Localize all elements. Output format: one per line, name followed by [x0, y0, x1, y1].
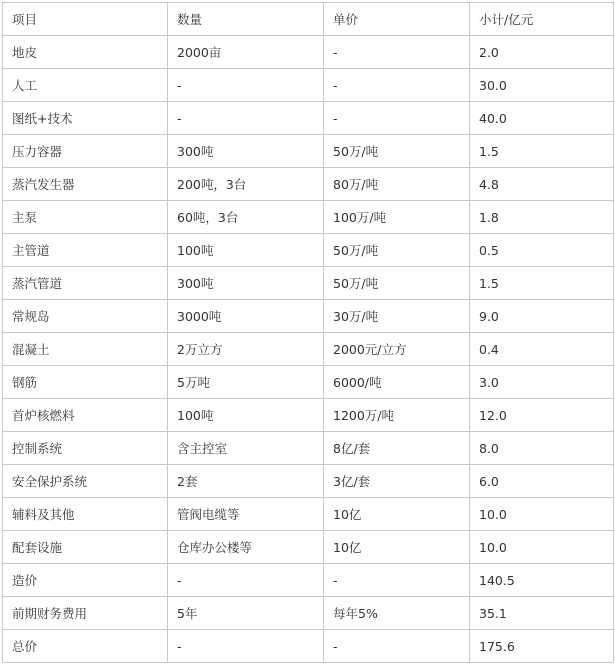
- table-header: [3, 3, 614, 36]
- cell-unit-price: -: [324, 36, 470, 69]
- cell-unit-price: 50万/吨: [324, 234, 470, 267]
- table-row: [3, 36, 614, 69]
- cell-item: 钢筋: [3, 366, 168, 399]
- cell-quantity: 100吨: [168, 399, 324, 432]
- cell-item: 主泵: [3, 201, 168, 234]
- cell-quantity: -: [168, 69, 324, 102]
- cell-quantity: -: [168, 630, 324, 663]
- cell-item: 压力容器: [3, 135, 168, 168]
- cell-subtotal: 1.8: [470, 201, 614, 234]
- cell-unit-price: 2000元/立方: [324, 333, 470, 366]
- cell-quantity: 300吨: [168, 267, 324, 300]
- cell-item: 混凝土: [3, 333, 168, 366]
- cell-item: 辅料及其他: [3, 498, 168, 531]
- cell-unit-price: 100万/吨: [324, 201, 470, 234]
- cell-unit-price: 3亿/套: [324, 465, 470, 498]
- table-body: [3, 36, 614, 663]
- cell-subtotal: 9.0: [470, 300, 614, 333]
- cell-unit-price: 50万/吨: [324, 267, 470, 300]
- cell-subtotal: 35.1: [470, 597, 614, 630]
- cell-item: 控制系统: [3, 432, 168, 465]
- cell-quantity: 管阀电缆等: [168, 498, 324, 531]
- cell-subtotal: 10.0: [470, 498, 614, 531]
- table-row: [3, 234, 614, 267]
- table-row: [3, 267, 614, 300]
- cell-subtotal: 140.5: [470, 564, 614, 597]
- cell-subtotal: 175.6: [470, 630, 614, 663]
- table-row: [3, 135, 614, 168]
- cell-quantity: 5年: [168, 597, 324, 630]
- cell-quantity: -: [168, 102, 324, 135]
- cell-subtotal: 1.5: [470, 135, 614, 168]
- cell-item: 人工: [3, 69, 168, 102]
- header-quantity: 数量: [168, 3, 324, 36]
- cell-item: 蒸汽发生器: [3, 168, 168, 201]
- cell-subtotal: 12.0: [470, 399, 614, 432]
- cell-quantity: 2000亩: [168, 36, 324, 69]
- cell-unit-price: 80万/吨: [324, 168, 470, 201]
- cell-subtotal: 40.0: [470, 102, 614, 135]
- table-row: [3, 630, 614, 663]
- header-unit-price: 单价: [324, 3, 470, 36]
- cell-subtotal: 2.0: [470, 36, 614, 69]
- cell-unit-price: -: [324, 564, 470, 597]
- cell-unit-price: -: [324, 69, 470, 102]
- cell-subtotal: 30.0: [470, 69, 614, 102]
- cell-quantity: 2套: [168, 465, 324, 498]
- cell-item: 地皮: [3, 36, 168, 69]
- cell-item: 前期财务费用: [3, 597, 168, 630]
- cell-quantity: 含主控室: [168, 432, 324, 465]
- cell-unit-price: 6000/吨: [324, 366, 470, 399]
- cell-subtotal: 3.0: [470, 366, 614, 399]
- cell-unit-price: 30万/吨: [324, 300, 470, 333]
- table-row: [3, 597, 614, 630]
- table-row: [3, 102, 614, 135]
- table-row: [3, 498, 614, 531]
- cell-quantity: 2万立方: [168, 333, 324, 366]
- table-row: [3, 432, 614, 465]
- cell-unit-price: 1200万/吨: [324, 399, 470, 432]
- cell-quantity: 仓库办公楼等: [168, 531, 324, 564]
- cell-unit-price: -: [324, 630, 470, 663]
- cell-quantity: 300吨: [168, 135, 324, 168]
- table-row: [3, 333, 614, 366]
- cell-item: 安全保护系统: [3, 465, 168, 498]
- cell-quantity: 100吨: [168, 234, 324, 267]
- cell-subtotal: 10.0: [470, 531, 614, 564]
- cell-unit-price: -: [324, 102, 470, 135]
- cell-item: 造价: [3, 564, 168, 597]
- table-row: [3, 168, 614, 201]
- cell-unit-price: 50万/吨: [324, 135, 470, 168]
- cell-item: 配套设施: [3, 531, 168, 564]
- table-row: [3, 366, 614, 399]
- header-item: 项目: [3, 3, 168, 36]
- table-row: [3, 564, 614, 597]
- cell-subtotal: 1.5: [470, 267, 614, 300]
- cell-subtotal: 8.0: [470, 432, 614, 465]
- header-row: [3, 3, 614, 36]
- cell-subtotal: 4.8: [470, 168, 614, 201]
- cell-item: 图纸+技术: [3, 102, 168, 135]
- cell-quantity: 60吨，3台: [168, 201, 324, 234]
- cell-quantity: 200吨，3台: [168, 168, 324, 201]
- table-row: [3, 465, 614, 498]
- cell-unit-price: 10亿: [324, 531, 470, 564]
- cell-item: 首炉核燃料: [3, 399, 168, 432]
- table-row: [3, 531, 614, 564]
- cell-quantity: 5万吨: [168, 366, 324, 399]
- cell-item: 主管道: [3, 234, 168, 267]
- table-row: [3, 399, 614, 432]
- cell-unit-price: 10亿: [324, 498, 470, 531]
- cell-unit-price: 8亿/套: [324, 432, 470, 465]
- cell-subtotal: 0.5: [470, 234, 614, 267]
- cell-item: 蒸汽管道: [3, 267, 168, 300]
- table-row: [3, 69, 614, 102]
- cell-quantity: 3000吨: [168, 300, 324, 333]
- cell-quantity: -: [168, 564, 324, 597]
- cell-subtotal: 0.4: [470, 333, 614, 366]
- table-row: [3, 201, 614, 234]
- cell-item: 常规岛: [3, 300, 168, 333]
- table-row: [3, 300, 614, 333]
- cost-table: [2, 2, 614, 663]
- cell-item: 总价: [3, 630, 168, 663]
- cell-subtotal: 6.0: [470, 465, 614, 498]
- header-subtotal: 小计/亿元: [470, 3, 614, 36]
- cell-unit-price: 每年5%: [324, 597, 470, 630]
